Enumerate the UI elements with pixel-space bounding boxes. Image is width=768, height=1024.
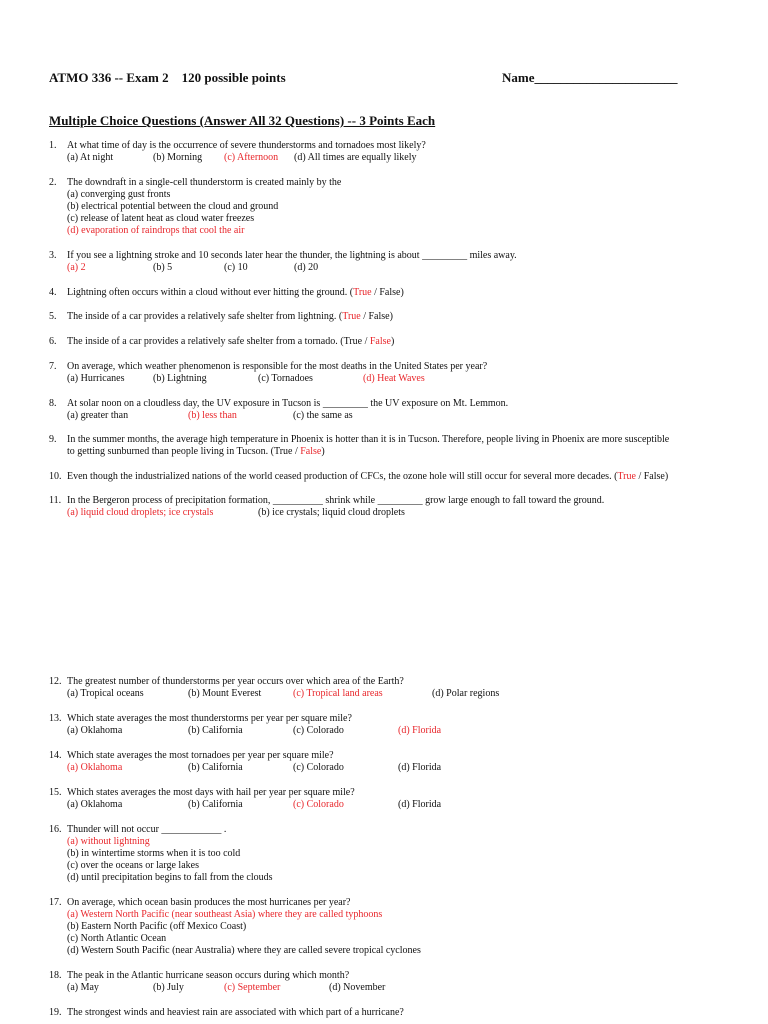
question-text: At solar noon on a cloudless day, the UV exposure in Tucson is _________ the UV exposure on Mt. Lemmon. <box>67 398 509 409</box>
name-field-label: Name______________________ <box>502 70 678 85</box>
option-b: (b) Lightning <box>153 373 207 384</box>
option-d: (d) All times are equally likely <box>294 152 417 163</box>
option-a: (a) greater than <box>67 410 129 421</box>
false-option: False <box>368 311 390 322</box>
option-c-answer: (c) Afternoon <box>224 152 279 163</box>
false-answer: False <box>369 336 391 347</box>
question-stem: Lightning often occurs within a cloud without ever hitting the ground. ( <box>67 287 354 298</box>
question-number: 7. <box>49 361 57 372</box>
question-number: 15. <box>49 787 62 798</box>
true-option: True <box>343 336 363 347</box>
question-19 <box>49 1007 749 1019</box>
option-a: (a) Hurricanes <box>67 373 125 384</box>
question-3 <box>49 250 749 274</box>
option-b: (b) July <box>153 982 184 993</box>
question-text: The downdraft in a single-cell thunderstorm is created mainly by the <box>67 177 342 188</box>
option-b: (b) California <box>188 799 243 810</box>
false-option: False <box>643 471 665 482</box>
question-5 <box>49 311 749 323</box>
option-c: (c) Colorado <box>293 725 344 736</box>
paren-close: ) <box>400 287 404 298</box>
paren-close: ) <box>664 471 669 482</box>
question-text: Which states averages the most days with hail per year per square mile? <box>67 787 355 798</box>
option-b: (b) Eastern North Pacific (off Mexico Coast) <box>67 921 247 932</box>
option-b: (b) California <box>188 762 243 773</box>
option-a: (a) Oklahoma <box>67 799 123 810</box>
question-16 <box>49 824 749 884</box>
question-text: Which state averages the most thunderstorms per year per square mile? <box>67 713 352 724</box>
question-text <box>67 336 394 348</box>
option-d: (d) Polar regions <box>432 688 500 699</box>
option-c: (c) the same as <box>293 410 353 421</box>
option-d: (d) until precipitation begins to fall from the clouds <box>67 872 273 883</box>
option-d: (d) Florida <box>398 762 442 773</box>
option-d: (d) Western South Pacific (near Australia) where they are called severe tropical cyclones <box>67 945 421 956</box>
true-answer: True <box>617 471 636 482</box>
question-text: In the Bergeron process of precipitation formation, __________ shrink while _________ grow large enough to fall toward the ground. <box>67 495 605 506</box>
question-15 <box>49 787 749 811</box>
question-number: 13. <box>49 713 62 724</box>
separator: / <box>360 311 369 322</box>
option-d-answer: (d) Heat Waves <box>363 373 425 384</box>
option-c: (c) Tornadoes <box>258 373 313 384</box>
question-stem: to getting sunburned than people living in Tucson. ( <box>67 446 274 457</box>
question-text: In the summer months, the average high temperature in Phoenix is hotter than it is in Tucson. Therefore, people living in Phoenix are more susceptible <box>67 434 670 445</box>
option-c-answer: (c) Colorado <box>293 799 344 810</box>
option-c: (c) 10 <box>224 262 248 273</box>
question-number: 10. <box>49 471 62 482</box>
option-b: (b) electrical potential between the cloud and ground <box>67 201 279 212</box>
question-text: Which state averages the most tornadoes per year per square mile? <box>67 750 334 761</box>
question-stem: Even though the industrialized nations of the world ceased production of CFCs, the ozone hole will still occur for several more decades. ( <box>67 471 618 482</box>
separator: / <box>371 287 380 298</box>
question-text <box>67 287 404 299</box>
question-text: If you see a lightning stroke and 10 seconds later hear the thunder, the lightning is about _________ miles away. <box>67 250 517 261</box>
question-stem: The inside of a car provides a relatively safe shelter from a tornado. ( <box>67 336 344 347</box>
question-text: The strongest winds and heaviest rain are associated with which part of a hurricane? <box>67 1007 404 1018</box>
paren-close: ) <box>321 446 325 457</box>
option-b: (b) in wintertime storms when it is too cold <box>67 848 241 859</box>
question-text <box>67 311 393 323</box>
option-a: (a) Tropical oceans <box>67 688 144 699</box>
question-number: 12. <box>49 676 62 687</box>
option-b: (b) Morning <box>153 152 203 163</box>
question-number: 11. <box>49 495 62 506</box>
question-text: At what time of day is the occurrence of severe thunderstorms and tornadoes most likely? <box>67 140 426 151</box>
option-d-answer: (d) evaporation of raindrops that cool the air <box>67 225 245 236</box>
separator: / <box>635 471 644 482</box>
question-number: 6. <box>49 336 57 347</box>
separator: / <box>362 336 370 347</box>
false-answer: False <box>300 446 322 457</box>
question-number: 9. <box>49 434 57 445</box>
question-number: 5. <box>49 311 57 322</box>
question-18 <box>49 970 749 994</box>
question-number: 14. <box>49 750 62 761</box>
option-a: (a) converging gust fronts <box>67 189 171 200</box>
question-stem: The inside of a car provides a relatively safe shelter from lightning. ( <box>67 311 343 322</box>
paren-close: ) <box>390 336 395 347</box>
question-text-cont <box>67 446 325 458</box>
option-c-answer: (c) Tropical land areas <box>293 688 383 699</box>
question-6 <box>49 336 749 348</box>
question-text: On average, which ocean basin produces the most hurricanes per year? <box>67 897 351 908</box>
true-answer: True <box>342 311 361 322</box>
question-text: Thunder will not occur ____________ . <box>67 824 227 835</box>
option-a-answer: (a) liquid cloud droplets; ice crystals <box>67 507 214 518</box>
question-text: The peak in the Atlantic hurricane season occurs during which month? <box>67 970 350 981</box>
question-4 <box>49 287 749 299</box>
question-number: 19. <box>49 1007 62 1018</box>
section-title: Multiple Choice Questions (Answer All 32 Questions) -- 3 Points Each <box>49 113 436 128</box>
option-a-answer: (a) Oklahoma <box>67 762 123 773</box>
question-9 <box>49 434 749 458</box>
question-12 <box>49 676 749 700</box>
option-a-answer: (a) 2 <box>67 262 86 273</box>
question-number: 3. <box>49 250 57 261</box>
paren-close: ) <box>389 311 393 322</box>
question-number: 17. <box>49 897 62 908</box>
option-d: (d) Florida <box>398 799 442 810</box>
option-d: (d) 20 <box>294 262 319 273</box>
exam-title: ATMO 336 -- Exam 2 120 possible points <box>49 70 286 85</box>
question-text <box>67 471 668 483</box>
false-option: False <box>379 287 401 298</box>
option-d-answer: (d) Florida <box>398 725 442 736</box>
option-c: (c) over the oceans or large lakes <box>67 860 199 871</box>
option-a: (a) Oklahoma <box>67 725 123 736</box>
question-2 <box>49 177 749 237</box>
option-d: (d) November <box>329 982 386 993</box>
question-text: The greatest number of thunderstorms per year occurs over which area of the Earth? <box>67 676 404 687</box>
option-b: (b) ice crystals; liquid cloud droplets <box>258 507 405 518</box>
separator: / <box>292 446 301 457</box>
question-number: 18. <box>49 970 62 981</box>
question-number: 16. <box>49 824 62 835</box>
option-a-answer: (a) without lightning <box>67 836 150 847</box>
question-11 <box>49 495 749 519</box>
option-a: (a) At night <box>67 152 114 163</box>
option-c-answer: (c) September <box>224 982 281 993</box>
option-c: (c) release of latent heat as cloud water freezes <box>67 213 255 224</box>
question-10 <box>49 471 749 483</box>
question-number: 8. <box>49 398 57 409</box>
question-13 <box>49 713 749 737</box>
true-option: True <box>273 446 293 457</box>
option-b: (b) California <box>188 725 243 736</box>
option-c: (c) Colorado <box>293 762 344 773</box>
question-number: 4. <box>49 287 57 298</box>
question-text: On average, which weather phenomenon is responsible for the most deaths in the United States per year? <box>67 361 488 372</box>
question-7 <box>49 361 749 385</box>
option-a: (a) May <box>67 982 99 993</box>
option-b: (b) Mount Everest <box>188 688 262 699</box>
question-8 <box>49 398 749 422</box>
true-answer: True <box>353 287 372 298</box>
option-c: (c) North Atlantic Ocean <box>67 933 167 944</box>
option-b-answer: (b) less than <box>188 410 237 421</box>
question-number: 2. <box>49 177 57 188</box>
question-1 <box>49 140 749 164</box>
question-number: 1. <box>49 140 57 151</box>
option-a-answer: (a) Western North Pacific (near southeast Asia) where they are called typhoons <box>67 909 383 920</box>
option-b: (b) 5 <box>153 262 173 273</box>
question-14 <box>49 750 749 774</box>
question-17 <box>49 897 749 957</box>
